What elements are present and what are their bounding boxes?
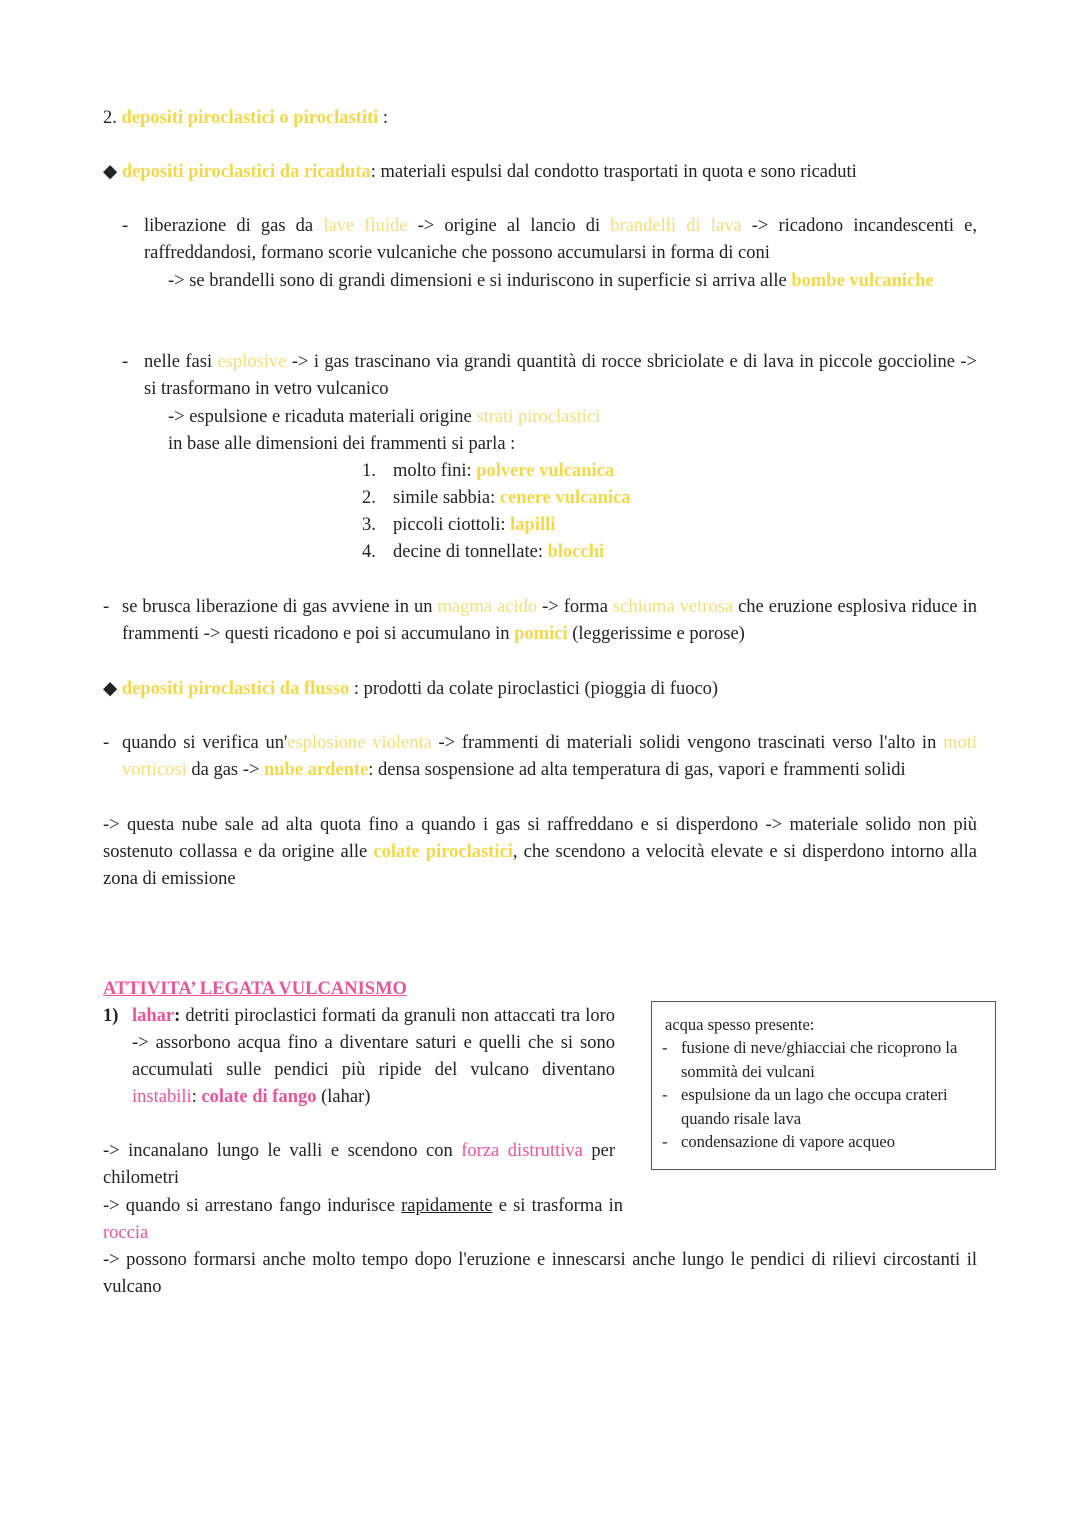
bullet-dash: -: [103, 597, 110, 617]
text-segment: -> origine al lancio di: [407, 216, 611, 236]
text-segment: , che scendono a velocità elevate e si disperdono intorno alla zona di emissione: [103, 842, 978, 889]
highlighted-term: pomici: [514, 624, 568, 644]
text-segment: 2.: [103, 108, 122, 128]
highlighted-term: depositi piroclastici da ricaduta: [121, 162, 371, 182]
text-segment: -> frammenti di materiali solidi vengono trascinati verso l'alto in: [431, 733, 944, 753]
text-segment: -> forma: [537, 597, 613, 617]
subsection-ricaduta: [103, 159, 977, 186]
highlighted-term: depositi piroclastici o piroclastiti: [121, 108, 379, 128]
text-segment: -> incanalano lungo le valli e scendono con: [103, 1141, 462, 1161]
highlighted-term: instabili: [132, 1087, 192, 1107]
highlighted-term: strati piroclastici: [476, 407, 601, 427]
section-heading: ATTIVITA’ LEGATA VULCANISMO: [103, 979, 407, 999]
text-segment: :: [174, 1006, 186, 1026]
highlighted-term: colate piroclastici: [373, 842, 513, 862]
text-segment: liberazione di gas da: [144, 216, 324, 236]
text-segment: quando si verifica un': [122, 733, 288, 753]
subsection-flusso: [103, 676, 977, 703]
text-segment: da gas ->: [186, 760, 264, 780]
list-term: blocchi: [547, 542, 605, 562]
bullet-dash: -: [122, 216, 129, 236]
list-number: 1.: [362, 461, 376, 481]
list-label: decine di tonnellate:: [393, 542, 548, 562]
bullet-dash: -: [662, 1038, 668, 1057]
list-label: simile sabbia:: [393, 488, 500, 508]
text-segment: ◆: [103, 162, 122, 182]
text-segment: -> espulsione e ricaduta materiali origine: [168, 407, 477, 427]
paragraph: [103, 1138, 615, 1192]
highlighted-term: moti vorticosi: [122, 733, 977, 780]
bullet-dash: -: [662, 1132, 668, 1151]
highlighted-term: nube ardente: [263, 760, 369, 780]
box-item-text: espulsione da un lago che occupa crateri quando risale lava: [681, 1085, 948, 1128]
highlighted-term: forza distruttiva: [461, 1141, 583, 1161]
text-segment: detriti piroclastici formati da granuli non attaccati tra loro -> assorbono acqua fino a diventare saturi e quelli che si sono accumulati sulle pendici più ripide del vulcano diventano: [132, 1006, 615, 1080]
section-title: [103, 105, 977, 132]
paragraph: [103, 1247, 977, 1301]
paragraph: [168, 431, 977, 458]
list-item: [362, 512, 631, 539]
box-item: [662, 1036, 986, 1083]
text-segment: -> quando si arrestano fango indurisce: [103, 1196, 402, 1216]
box-item-text: fusione di neve/ghiacciai che ricoprono la sommità dei vulcani: [681, 1038, 958, 1081]
highlighted-term: depositi piroclastici da flusso: [121, 679, 350, 699]
list-number: 2.: [362, 488, 376, 508]
paragraph: [122, 594, 977, 648]
list-number: 4.: [362, 542, 376, 562]
text-segment: : prodotti da colate piroclastici (pioggia di fuoco): [349, 679, 719, 699]
box-item-text: condensazione di vapore acqueo: [681, 1132, 895, 1151]
bullet-dash: -: [122, 352, 129, 372]
highlighted-term: rapidamente: [401, 1196, 493, 1216]
text-segment: per chilometri: [103, 1141, 615, 1188]
paragraph: [168, 268, 977, 295]
box-title: acqua spesso presente:: [665, 1015, 815, 1034]
highlighted-term: lave fluide: [323, 216, 408, 236]
text-segment: e si trasforma in: [492, 1196, 623, 1216]
info-box: [651, 1001, 996, 1170]
text-segment: : densa sospensione ad alta temperatura di gas, vapori e frammenti solidi: [368, 760, 906, 780]
text-segment: (lahar): [316, 1087, 371, 1107]
text-segment: -> i gas trascinano via grandi quantità di rocce sbriciolate e di lava in piccole goccioline -> si trasformano in vetro vulcanico: [144, 352, 977, 399]
paragraph: [103, 812, 977, 893]
highlighted-term: magma acido: [437, 597, 538, 617]
paragraph: [132, 1003, 615, 1111]
list-term: cenere vulcanica: [499, 488, 631, 508]
highlighted-term: colate di fango: [201, 1087, 317, 1107]
text-segment: ◆: [103, 679, 122, 699]
paragraph: [103, 1193, 623, 1247]
list-term: polvere vulcanica: [476, 461, 615, 481]
paragraph: [144, 349, 977, 403]
text-segment: se brusca liberazione di gas avviene in un: [122, 597, 438, 617]
paragraph: [122, 730, 977, 784]
highlighted-term: lahar: [132, 1006, 175, 1026]
highlighted-term: esplosive: [217, 352, 287, 372]
list-label: molto fini:: [393, 461, 477, 481]
paragraph: [144, 213, 977, 267]
text-segment: :: [378, 108, 389, 128]
highlighted-term: bombe vulcaniche: [791, 271, 934, 291]
list-term: lapilli: [510, 515, 556, 535]
fragment-size-list: [362, 458, 631, 566]
highlighted-term: brandelli di lava: [610, 216, 742, 236]
highlighted-term: roccia: [103, 1223, 149, 1243]
list-item: [362, 485, 631, 512]
text-segment: in base alle dimensioni dei frammenti si parla :: [168, 434, 516, 454]
text-segment: che eruzione esplosiva riduce in frammenti -> questi ricadono e poi si accumulano in: [122, 597, 977, 644]
text-segment: nelle fasi: [144, 352, 218, 372]
box-item: [662, 1130, 986, 1154]
text-segment: -> questa nube sale ad alta quota fino a quando i gas si raffreddano e si disperdono -> materiale solido non più sostenuto collassa e da origine alle: [103, 815, 977, 862]
list-item: [362, 458, 631, 485]
text-segment: : materiali espulsi dal condotto trasportati in quota e sono ricaduti: [370, 162, 857, 182]
list-item: [362, 539, 631, 566]
text-segment: :: [191, 1087, 202, 1107]
item-number: 1): [103, 1006, 119, 1026]
list-number: 3.: [362, 515, 376, 535]
text-segment: -> ricadono incandescenti e, raffreddandosi, formano scorie vulcaniche che possono accumularsi in forma di coni: [144, 216, 978, 263]
highlighted-term: esplosione violenta: [287, 733, 432, 753]
text-segment: -> possono formarsi anche molto tempo dopo l'eruzione e innescarsi anche lungo le pendici di rilievi circostanti il vulcano: [103, 1250, 977, 1297]
text-segment: (leggerissime e porose): [567, 624, 745, 644]
highlighted-term: schiuma vetrosa: [612, 597, 734, 617]
list-label: piccoli ciottoli:: [393, 515, 511, 535]
paragraph: [168, 404, 977, 431]
text-segment: -> se brandelli sono di grandi dimensioni e si induriscono in superficie si arriva alle: [168, 271, 792, 291]
bullet-dash: -: [662, 1085, 668, 1104]
box-item: [662, 1083, 986, 1130]
bullet-dash: -: [103, 733, 110, 753]
